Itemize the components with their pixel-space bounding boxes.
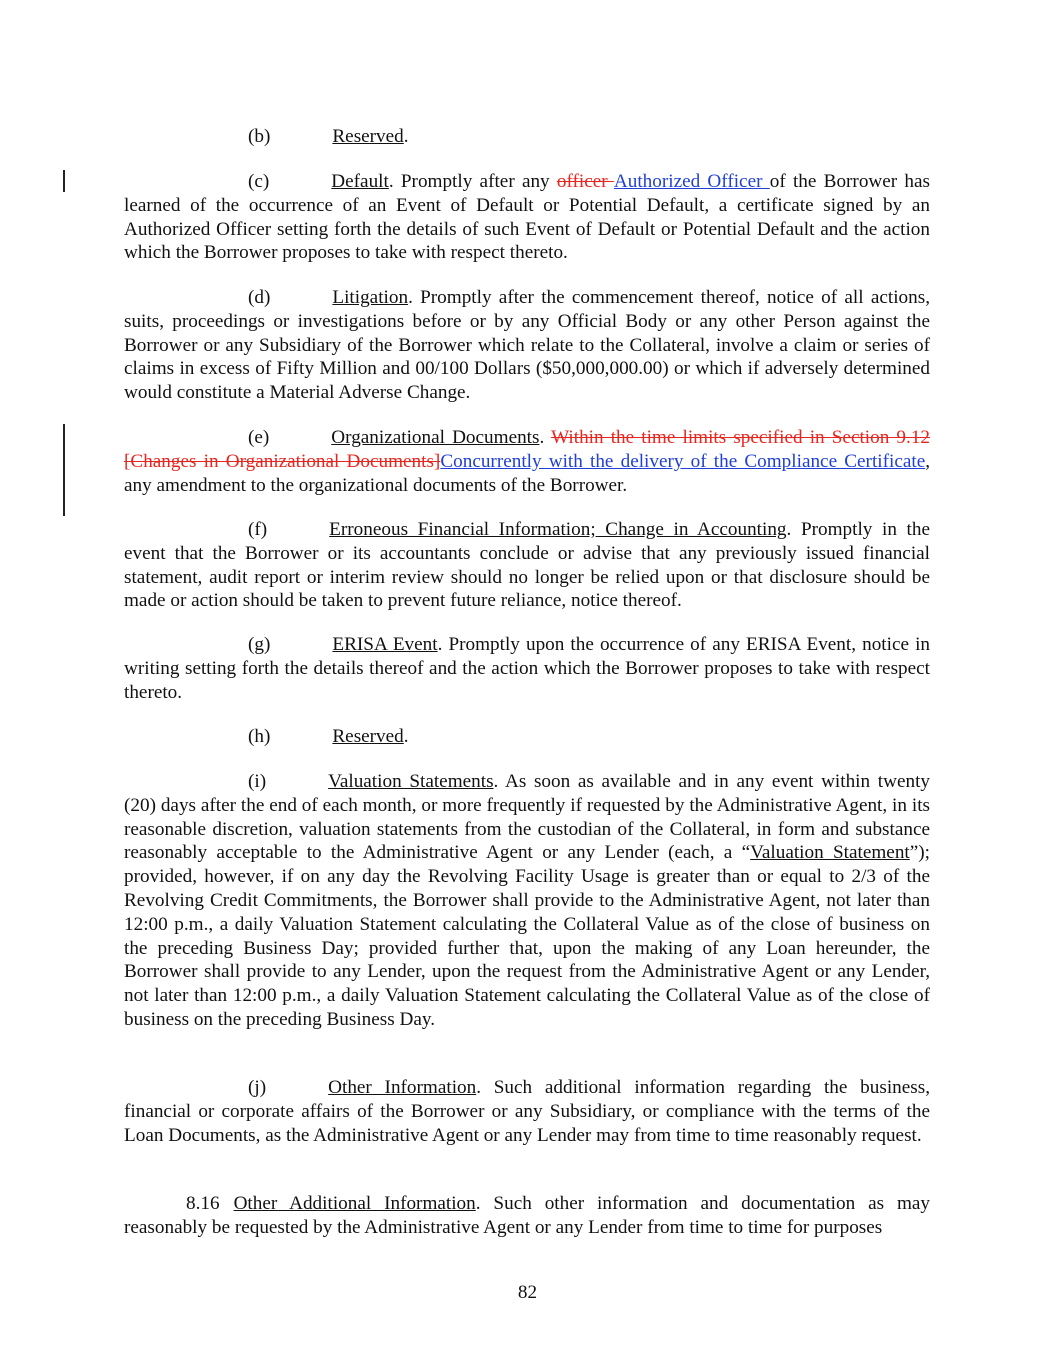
item-b: (b) Reserved. <box>248 126 409 147</box>
item-c: (c) Default. Promptly after any officer Authorized Officer of the Borrower has learned of the occurrence of an Event of Default or Potential Default, a certificate signed by an Authorized Officer setting forth the details of such Event of Default or Potential Default and the action which the Borrower proposes to take with respect thereto. <box>124 171 930 264</box>
item-number: (i) <box>248 771 267 792</box>
item-heading: ERISA Event <box>332 634 438 655</box>
item-number: (g) <box>248 634 271 655</box>
item-number: (b) <box>248 126 271 147</box>
item-heading: Other Information <box>328 1077 477 1098</box>
item-heading: Reserved <box>332 126 404 147</box>
item-number: (f) <box>248 519 268 540</box>
item-f: (f) Erroneous Financial Information; Change in Accounting. Promptly in the event that the Borrower or its accountants conclude or advise that any previously issued financial statement, audit report or interim review should no longer be relied upon or that disclosure should be made or action should be taken to prevent future reliance, notice thereof. <box>124 519 930 612</box>
item-number: (h) <box>248 726 271 747</box>
item-heading: Reserved <box>332 726 404 747</box>
item-d: (d) Litigation. Promptly after the commencement thereof, notice of all actions, suits, proceedings or investigations before or by any Official Body or any other Person against the Borrower or any Subsidiary of the Borrower which relate to the Collateral, involve a claim or series of claims in excess of Fifty Million and 00/100 Dollars ($50,000,000.00) or which if adversely determined would constitute a Material Adverse Change. <box>124 287 930 404</box>
item-g: (g) ERISA Event. Promptly upon the occurrence of any ERISA Event, notice in writing setting forth the details thereof and the action which the Borrower proposes to take with respect thereto. <box>124 634 930 703</box>
deleted-text: Within the time limits specified in <box>551 427 832 448</box>
section-8-16: 8.16 Other Additional Information. Such other information and documentation as may reasonably be requested by the Administrative Agent or any Lender from time to time for purposes <box>124 1193 930 1238</box>
item-j: (j) Other Information. Such additional information regarding the business, financial or corporate affairs of the Borrower or any Subsidiary, or compliance with the terms of the Loan Documents, as the Administrative Agent or any Lender may from time to time reasonably request. <box>124 1077 930 1146</box>
page-number: 82 <box>517 1282 538 1303</box>
item-number: (j) <box>248 1077 267 1098</box>
defined-term: Valuation Statement <box>750 842 910 864</box>
change-bar <box>63 424 65 516</box>
deleted-section-reference: Section 9.12 <box>831 427 931 448</box>
item-i: (i) Valuation Statements. As soon as available and in any event within twenty (20) days after the end of each month, or more frequently if requested by the Administrative Agent, in its reasonable discretion, valuation statements from the custodian of the Collateral, in form and substance reasonably acceptable to the Administrative Agent or any Lender (each, a “Valuation Statement”); provided, however, if on any day the Revolving Facility Usage is greater than or equal to 2/3 of the Revolving Credit Commitments, the Borrower shall provide to the Administrative Agent, not later than 12:00 p.m., a daily Valuation Statement calculating the Collateral Value as of the close of business on the preceding Business Day; provided further that, upon the making of any Loan hereunder, the Borrower shall provide to any Lender, upon the request from the Administrative Agent or any Lender, not later than 12:00 p.m., a daily Valuation Statement calculating the Collateral Value as of the close of business on the preceding Business Day. <box>124 771 931 1030</box>
item-number: (c) <box>248 171 270 192</box>
inserted-text: Concurrently with the delivery of the Compliance Certificate <box>440 450 926 472</box>
section-heading: Other Additional Information <box>233 1193 476 1214</box>
inserted-text: Authorized Officer <box>613 171 770 192</box>
item-heading: Valuation Statements <box>328 771 494 792</box>
item-heading: Litigation <box>332 287 409 308</box>
change-bar <box>63 170 65 192</box>
item-e: (e) Organizational Documents. Within the time limits specified in Section 9.12 [Changes in Organizational Documents]Concurrently with the delivery of the Compliance Certificate, any amendment to the organizational documents of the Borrower. <box>124 427 931 496</box>
item-heading: Default <box>331 171 389 192</box>
item-number: (d) <box>248 287 271 308</box>
section-number: 8.16 <box>186 1193 220 1214</box>
item-heading: Organizational Documents <box>331 427 540 448</box>
deleted-text: [Changes in Organizational Documents] <box>124 450 441 472</box>
item-number: (e) <box>248 427 270 448</box>
item-h: (h) Reserved. <box>248 726 409 747</box>
deleted-text: officer <box>556 171 614 192</box>
item-heading: Erroneous Financial Information; Change in Accounting <box>329 519 787 540</box>
